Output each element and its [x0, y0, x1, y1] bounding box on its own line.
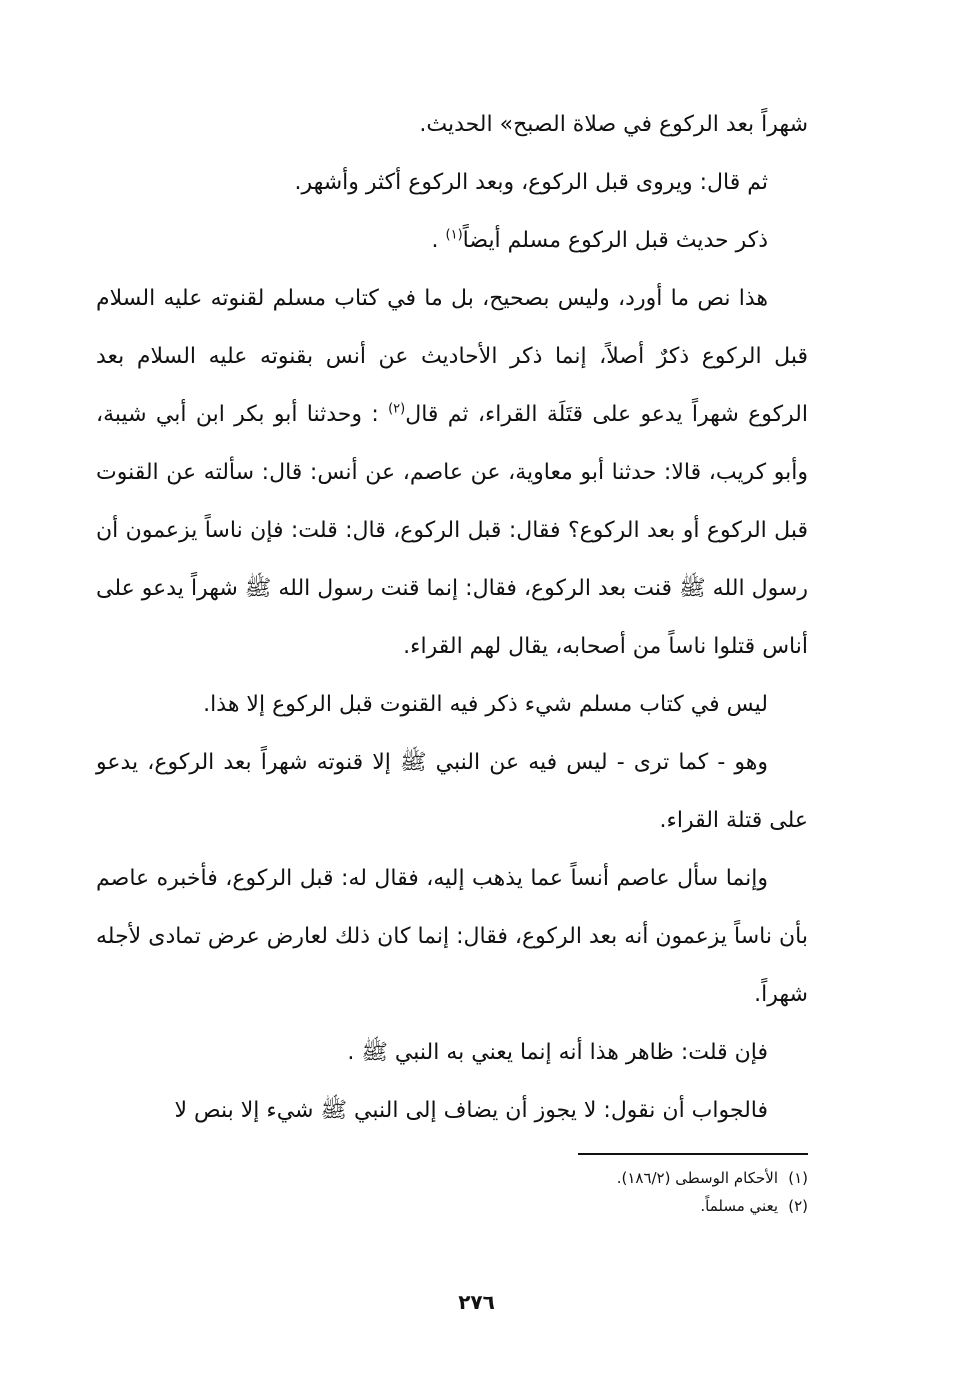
main-text-body	[96, 96, 808, 1140]
footnote-divider	[578, 1153, 808, 1155]
paragraph-3: ذكر حديث قبل الركوع مسلم أيضاً$^{(١)}$ .	[431, 227, 768, 253]
paragraph-5: ليس في كتاب مسلم شيء ذكر فيه القنوت قبل الركوع إلا هذا.	[203, 692, 768, 717]
footnote-2	[408, 1192, 808, 1220]
paragraph-6: وهو - كما ترى - ليس فيه عن النبي ﷺ إلا قنوته شهراً بعد الركوع، يدعو على قتلة القراء.	[96, 750, 808, 833]
footnotes	[408, 1164, 808, 1220]
paragraph-2: ثم قال: ويروى قبل الركوع، وبعد الركوع أكثر وأشهر.	[294, 170, 768, 195]
footnote-1	[408, 1164, 808, 1192]
page-number: ٢٧٦	[458, 1290, 495, 1314]
paragraph-4: هذا نص ما أورد، وليس بصحيح، بل ما في كتاب مسلم لقنوته عليه السلام قبل الركوع ذكرٌ أصلاً، إنما ذكر الأحاديث عن أنس بقنوته عليه السلام بعد الركوع شهراً يدعو على قتَلَة القراء، ثم قال$^{(٢)}$ : وحدثنا أبو بكر ابن أبي شيبة، وأبو كريب، قالا: حدثنا أبو معاوية، عن عاصم، عن أنس: قال: سألته عن القنوت قبل الركوع أو بعد الركوع؟ فقال: قبل الركوع، قال: قلت: فإن ناساً يزعمون أن رسول الله ﷺ قنت بعد الركوع، فقال: إنما قنت رسول الله ﷺ شهراً يدعو على أناس قتلوا ناساً من أصحابه، يقال لهم القراء.	[96, 286, 808, 659]
footnote-text: يعني مسلماً.	[700, 1197, 778, 1215]
paragraph-7: وإنما سأل عاصم أنساً عما يذهب إليه، فقال له: قبل الركوع، فأخبره عاصم بأن ناساً يزعمون أنه بعد الركوع، فقال: إنما كان ذلك لعارض عرض تمادى لأجله شهراً.	[96, 866, 808, 1007]
footnote-ref-2[interactable]: (٢)	[388, 401, 406, 417]
footnote-number: (١)	[788, 1169, 808, 1187]
paragraph-9: فالجواب أن نقول: لا يجوز أن يضاف إلى النبي ﷺ شيء إلا بنص لا	[174, 1098, 768, 1123]
paragraph-8: فإن قلت: ظاهر هذا أنه إنما يعني به النبي ﷺ .	[347, 1040, 768, 1065]
footnote-text: الأحكام الوسطى (١٨٦/٢).	[616, 1169, 778, 1187]
footnote-number: (٢)	[788, 1197, 808, 1215]
footnote-ref-1[interactable]: (١)	[445, 227, 463, 243]
paragraph-1: شهراً بعد الركوع في صلاة الصبح» الحديث.	[419, 112, 808, 137]
